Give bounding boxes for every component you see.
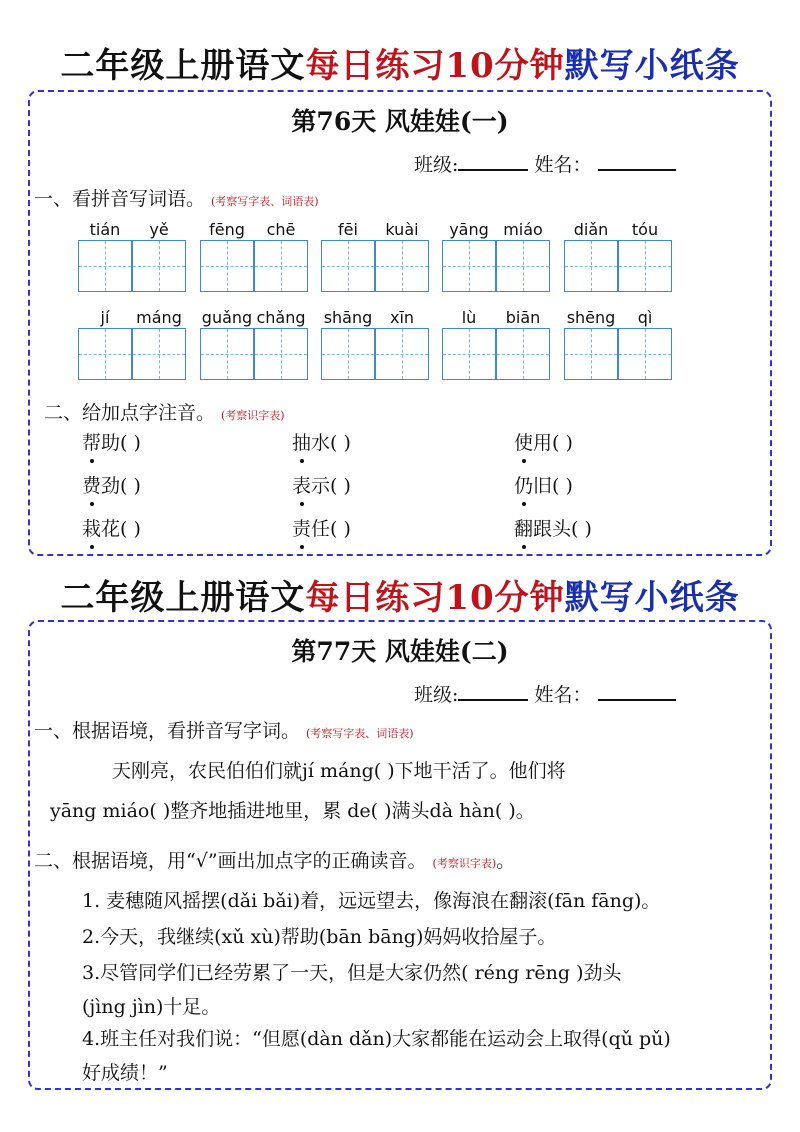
section1-title: 一、根据语境，看拼音写字词。	[34, 720, 301, 742]
phonetic-item	[82, 428, 141, 455]
item-rest: 旧( )	[533, 475, 573, 497]
dotted-char: 使	[514, 428, 533, 455]
name-blank[interactable]	[598, 699, 676, 701]
section2-heading	[34, 846, 515, 873]
sheet1-card	[28, 90, 772, 556]
phonetic-item	[292, 514, 351, 541]
class-label: 班级:	[414, 684, 459, 706]
pinyin-label: guǎng	[201, 308, 253, 327]
name-label: 姓名：	[534, 154, 592, 176]
writing-grid-cell[interactable]	[496, 328, 550, 380]
section2-heading	[44, 398, 285, 425]
class-blank[interactable]	[458, 699, 528, 701]
phonetic-item	[82, 514, 141, 541]
writing-grid-cell[interactable]	[200, 240, 254, 292]
dotted-char: 栽	[82, 514, 101, 541]
section2-tail: 。	[496, 850, 516, 872]
writing-grid-cell[interactable]	[618, 240, 672, 292]
section2-note: (考察识字表)	[432, 857, 497, 870]
day-title: 第77天 风娃娃(二)	[291, 637, 509, 666]
question-line: 4.班主任对我们说：“但愿(dàn dǎn)大家都能在运动会上取得(qǔ pǔ)	[82, 1028, 671, 1050]
pinyin-label: chē	[266, 220, 296, 239]
writing-grid-cell[interactable]	[200, 328, 254, 380]
dotted-char: 责	[292, 514, 311, 541]
pinyin-label: shēng	[566, 308, 616, 327]
writing-grid-cell[interactable]	[442, 240, 496, 292]
pinyin-label: yě	[149, 220, 169, 239]
pinyin-label: yāng	[449, 220, 489, 239]
writing-grid-cell[interactable]	[375, 240, 429, 292]
pinyin-label: qì	[637, 308, 653, 327]
passage-line: 天刚亮，农民伯伯们就jí máng( )下地干活了。他们将	[112, 760, 566, 782]
section2-title: 二、根据语境，用“√”画出加点字的正确读音。	[34, 850, 427, 872]
pinyin-label: miáo	[503, 220, 543, 239]
section1-title: 一、看拼音写词语。	[34, 188, 206, 210]
item-rest: 用( )	[533, 432, 573, 454]
pinyin-label: tián	[89, 220, 121, 239]
pinyin-label: shāng	[323, 308, 373, 327]
writing-grid-cell[interactable]	[375, 328, 429, 380]
pinyin-label: jí	[100, 308, 110, 327]
writing-grid-cell[interactable]	[254, 328, 308, 380]
phonetic-item	[514, 471, 573, 498]
banner-part2: 每日练习10分钟	[305, 46, 565, 86]
writing-grid-cell[interactable]	[321, 328, 375, 380]
pinyin-label: chǎng	[256, 308, 306, 327]
class-label: 班级:	[414, 154, 459, 176]
dotted-char: 费	[82, 471, 101, 498]
class-blank[interactable]	[458, 169, 528, 171]
writing-grid-cell[interactable]	[78, 328, 132, 380]
day-title: 第76天 风娃娃(一)	[291, 107, 509, 136]
pinyin-label: kuài	[385, 220, 419, 239]
phonetic-item	[514, 428, 573, 455]
writing-grid-cell[interactable]	[78, 240, 132, 292]
pinyin-label: fēi	[338, 220, 358, 239]
dotted-char: 翻	[514, 514, 533, 541]
item-rest: 助( )	[101, 432, 141, 454]
class-name-fields	[414, 680, 676, 707]
section1-note: (考察写字表、词语表)	[306, 727, 414, 740]
banner-part3: 默写小纸条	[564, 578, 740, 618]
dotted-char: 表	[292, 471, 311, 498]
question-line: 3.尽管同学们已经劳累了一天，但是大家仍然( réng rēng )劲头	[82, 962, 622, 984]
item-rest: 示( )	[311, 475, 351, 497]
pinyin-label: máng	[136, 308, 182, 327]
writing-grid-cell[interactable]	[564, 328, 618, 380]
writing-grid-cell[interactable]	[321, 240, 375, 292]
pinyin-label: xīn	[389, 308, 415, 327]
name-blank[interactable]	[598, 169, 676, 171]
pinyin-label: lù	[461, 308, 477, 327]
banner-part1: 二年级上册语文	[60, 46, 306, 86]
section2-title: 二、给加点字注音。	[44, 402, 216, 424]
item-rest: 跟头( )	[533, 518, 592, 540]
item-rest: 花( )	[101, 518, 141, 540]
item-rest: 任( )	[311, 518, 351, 540]
class-name-fields	[414, 150, 676, 177]
writing-grid-cell[interactable]	[132, 328, 186, 380]
phonetic-item	[514, 514, 592, 541]
writing-grid-cell[interactable]	[254, 240, 308, 292]
pinyin-label: fēng	[209, 220, 245, 239]
pinyin-label: tóu	[631, 220, 659, 239]
name-label: 姓名：	[534, 684, 592, 706]
banner-part2: 每日练习10分钟	[305, 578, 565, 618]
phonetic-item	[292, 428, 351, 455]
item-rest: 水( )	[311, 432, 351, 454]
section1-heading	[34, 184, 319, 211]
writing-grid-cell[interactable]	[618, 328, 672, 380]
writing-grid-cell[interactable]	[442, 328, 496, 380]
writing-grid-cell[interactable]	[496, 240, 550, 292]
writing-grid-cell[interactable]	[132, 240, 186, 292]
question-line: (jìng jìn)十足。	[82, 996, 221, 1018]
banner-part3: 默写小纸条	[564, 46, 740, 86]
item-rest: 劲( )	[101, 475, 141, 497]
pinyin-label: biān	[505, 308, 541, 327]
question-line: 好成绩！”	[82, 1062, 168, 1084]
sheet2-banner	[0, 570, 800, 619]
question-line: 1. 麦穗随风摇摆(dǎi bǎi)着，远远望去，像海浪在翻滚(fān fāng)。	[82, 890, 661, 912]
sheet1-banner	[0, 38, 800, 87]
dotted-char: 帮	[82, 428, 101, 455]
section2-note: (考察识字表)	[221, 409, 285, 422]
section1-note: (考察写字表、词语表)	[211, 195, 319, 208]
sheet2-card	[28, 620, 772, 1090]
phonetic-item	[292, 471, 351, 498]
dotted-char: 抽	[292, 428, 311, 455]
dotted-char: 仍	[514, 471, 533, 498]
section1-heading	[34, 716, 414, 743]
passage-line: yāng miáo( )整齐地插进地里，累 de( )满头dà hàn( )。	[50, 800, 535, 822]
banner-part1: 二年级上册语文	[60, 578, 306, 618]
pinyin-label: diǎn	[573, 220, 609, 239]
question-line: 2.今天，我继续(xǔ xù)帮助(bān bāng)妈妈收拾屋子。	[82, 926, 557, 948]
writing-grid-cell[interactable]	[564, 240, 618, 292]
phonetic-item	[82, 471, 141, 498]
